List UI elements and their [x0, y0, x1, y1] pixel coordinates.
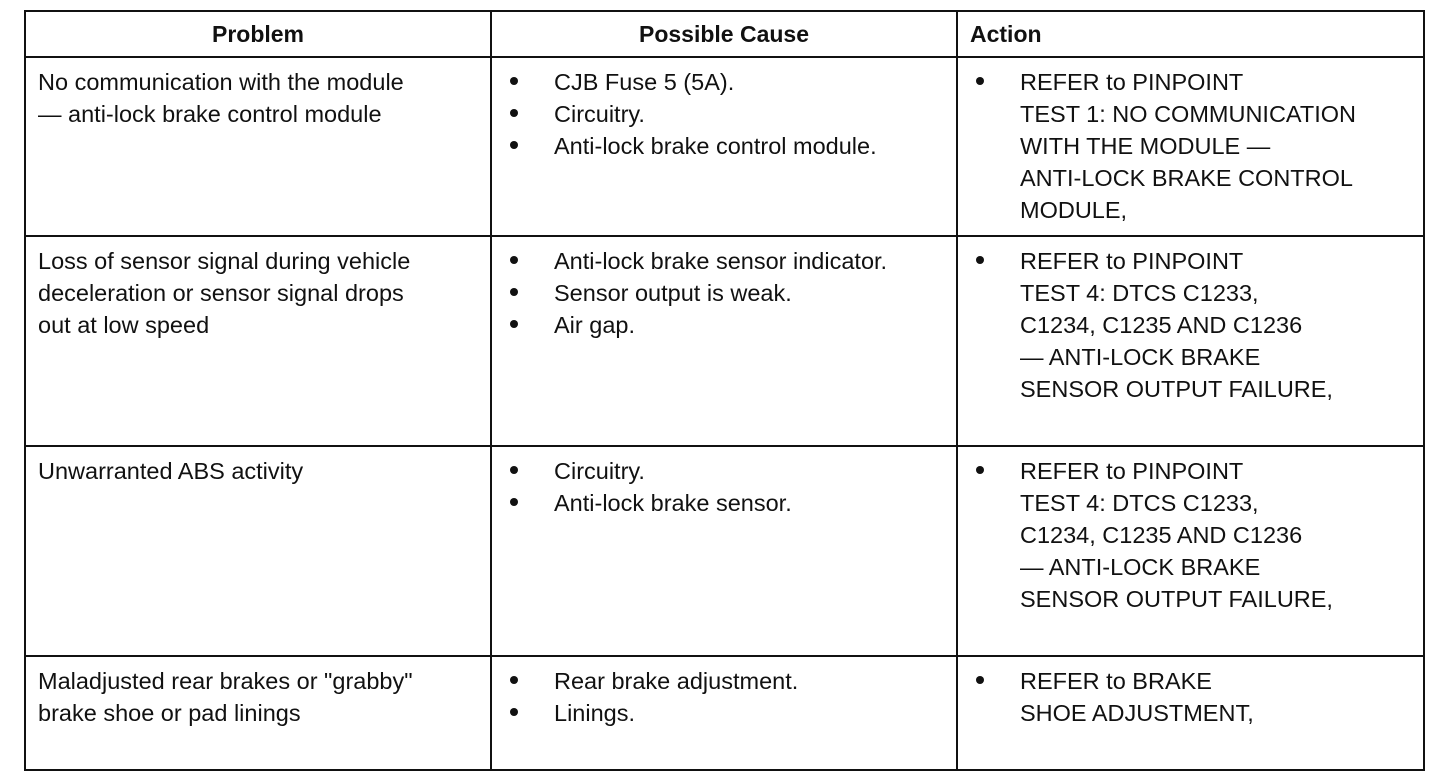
cause-item [504, 277, 944, 309]
bullet-icon [510, 708, 518, 716]
cause-item [504, 66, 944, 98]
action-text: REFER to BRAKE SHOE ADJUSTMENT, [1020, 668, 1254, 726]
action-item [970, 455, 1411, 615]
bullet-icon [976, 466, 984, 474]
cause-list [504, 245, 944, 341]
action-item [970, 665, 1411, 729]
problem-text: Loss of sensor signal during vehicle deceleration or sensor signal drops out at low speed [38, 248, 411, 338]
cause-list [504, 665, 944, 729]
bullet-icon [510, 498, 518, 506]
action-cell [957, 656, 1424, 770]
cause-item [504, 130, 944, 162]
cause-text: CJB Fuse 5 (5A). [554, 69, 735, 95]
cause-text: Circuitry. [554, 458, 645, 484]
bullet-icon [510, 676, 518, 684]
problem-cell [25, 656, 491, 770]
header-problem: Problem [25, 11, 491, 57]
cause-item [504, 455, 944, 487]
cause-text: Anti-lock brake sensor. [554, 490, 792, 516]
cause-item [504, 309, 944, 341]
problem-text: Maladjusted rear brakes or "grabby" brake shoe or pad linings [38, 668, 413, 726]
cause-list [504, 455, 944, 519]
action-list [970, 245, 1411, 405]
cause-item [504, 98, 944, 130]
header-possible-cause: Possible Cause [491, 11, 957, 57]
cause-cell [491, 446, 957, 656]
cause-list [504, 66, 944, 162]
cause-item [504, 487, 944, 519]
cause-item [504, 665, 944, 697]
bullet-icon [976, 676, 984, 684]
problem-cell [25, 446, 491, 656]
cause-text: Anti-lock brake control module. [554, 133, 877, 159]
bullet-icon [510, 288, 518, 296]
cause-cell [491, 236, 957, 446]
problem-text: No communication with the module — anti-lock brake control module [38, 69, 404, 127]
cause-text: Circuitry. [554, 101, 645, 127]
cause-cell [491, 656, 957, 770]
action-item [970, 66, 1411, 226]
table-row [25, 57, 1424, 236]
cause-cell [491, 57, 957, 236]
problem-cell [25, 57, 491, 236]
table-row [25, 656, 1424, 770]
action-text: REFER to PINPOINT TEST 4: DTCS C1233, C1234, C1235 AND C1236 — ANTI-LOCK BRAKE SENSOR OUTPUT FAILURE, [1020, 248, 1333, 402]
action-list [970, 66, 1411, 226]
action-list [970, 455, 1411, 615]
bullet-icon [510, 320, 518, 328]
cause-item [504, 245, 944, 277]
cause-text: Anti-lock brake sensor indicator. [554, 248, 888, 274]
cause-text: Sensor output is weak. [554, 280, 792, 306]
action-item [970, 245, 1411, 405]
action-list [970, 665, 1411, 729]
cause-text: Linings. [554, 700, 635, 726]
bullet-icon [510, 109, 518, 117]
action-cell [957, 57, 1424, 236]
action-text: REFER to PINPOINT TEST 4: DTCS C1233, C1234, C1235 AND C1236 — ANTI-LOCK BRAKE SENSOR OUTPUT FAILURE, [1020, 458, 1333, 612]
symptom-chart-table [24, 10, 1425, 771]
action-text: REFER to PINPOINT TEST 1: NO COMMUNICATION WITH THE MODULE — ANTI-LOCK BRAKE CONTROL MODULE, [1020, 69, 1356, 223]
bullet-icon [510, 77, 518, 85]
problem-text: Unwarranted ABS activity [38, 458, 304, 484]
bullet-icon [510, 256, 518, 264]
cause-item [504, 697, 944, 729]
table-row [25, 446, 1424, 656]
action-cell [957, 446, 1424, 656]
table-row [25, 236, 1424, 446]
diagnosis-table-sheet [24, 10, 1423, 771]
bullet-icon [976, 77, 984, 85]
bullet-icon [510, 141, 518, 149]
header-action: Action [957, 11, 1424, 57]
problem-cell [25, 236, 491, 446]
header-row [25, 11, 1424, 57]
bullet-icon [976, 256, 984, 264]
action-cell [957, 236, 1424, 446]
bullet-icon [510, 466, 518, 474]
cause-text: Air gap. [554, 312, 635, 338]
cause-text: Rear brake adjustment. [554, 668, 799, 694]
